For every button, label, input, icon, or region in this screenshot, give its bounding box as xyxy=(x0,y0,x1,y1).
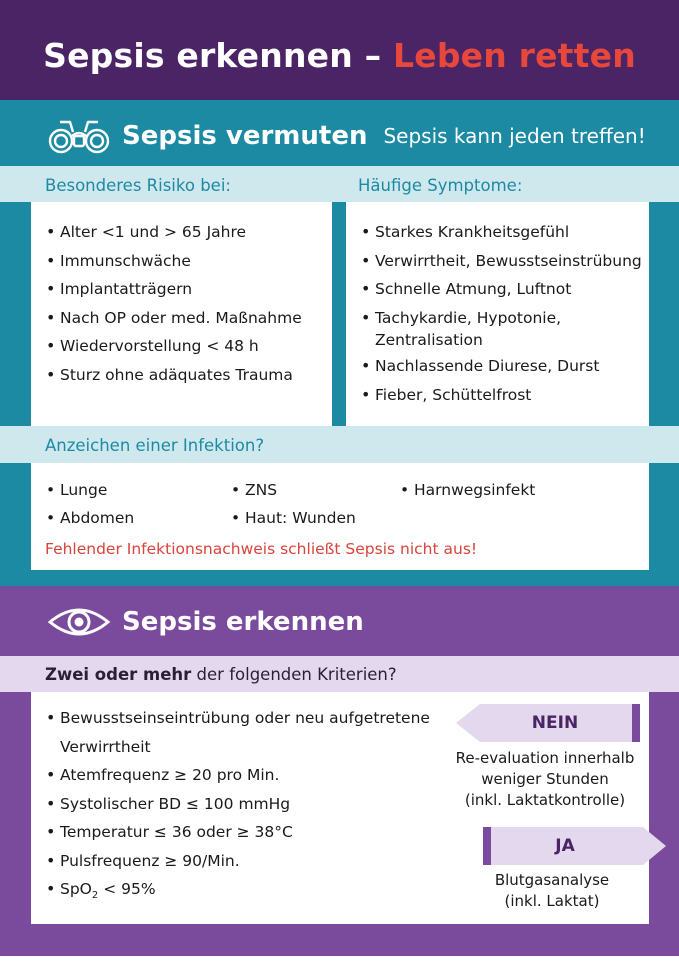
binoculars-icon xyxy=(46,116,112,156)
list-item-continuation: Zentralisation xyxy=(375,331,483,349)
risk-list xyxy=(46,218,302,389)
list-item: • Sturz ohne adäquates Trauma xyxy=(46,361,302,390)
spo2-subscript: 2 xyxy=(91,890,99,902)
infection-item: • ZNS xyxy=(231,481,277,499)
list-item: • Nach OP oder med. Maßnahme xyxy=(46,304,302,333)
infection-warning: Fehlender Infektionsnachweis schließt Sepsis nicht aus! xyxy=(45,540,478,558)
yes-action-line: (inkl. Laktat) xyxy=(504,892,600,910)
list-item: • Immunschwäche xyxy=(46,247,302,276)
list-item: • Fieber, Schüttelfrost xyxy=(361,381,642,410)
section-suspect-title: Sepsis vermuten xyxy=(122,121,368,151)
list-item: • Wiedervorstellung < 48 h xyxy=(46,332,302,361)
risk-heading: Besonderes Risiko bei: xyxy=(45,176,231,195)
list-item: • Verwirrtheit, Bewusstseinstrübung xyxy=(361,247,642,276)
column-divider xyxy=(332,202,346,426)
criteria-question xyxy=(45,665,397,684)
section-recognize-header xyxy=(46,602,364,642)
no-label: NEIN xyxy=(531,713,579,733)
list-item-text: Bewusstseinseintrübung oder neu aufgetretene xyxy=(60,709,430,727)
list-item: • Schnelle Atmung, Luftnot xyxy=(361,275,642,304)
criteria-question-rest: der folgenden Kriterien? xyxy=(196,665,397,684)
no-action-line: (inkl. Laktatkontrolle) xyxy=(464,791,626,809)
list-item: • Systolischer BD ≤ 100 mmHg xyxy=(46,790,430,819)
yes-action xyxy=(452,870,652,912)
infection-item: • Harnwegsinfekt xyxy=(400,481,535,499)
page-title xyxy=(0,36,679,75)
section-recognize-title: Sepsis erkennen xyxy=(122,607,364,637)
symptom-heading: Häufige Symptome: xyxy=(358,176,523,195)
list-item: • Alter <1 und > 65 Jahre xyxy=(46,218,302,247)
list-item-continuation: Verwirrtheit xyxy=(60,737,151,756)
infection-heading: Anzeichen einer Infektion? xyxy=(45,436,265,455)
infection-item: • Abdomen xyxy=(46,509,134,527)
criteria-question-bold: Zwei oder mehr xyxy=(45,665,192,684)
list-item xyxy=(361,304,642,353)
eye-icon xyxy=(46,602,112,642)
no-action xyxy=(440,748,650,811)
title-bar xyxy=(0,0,679,100)
list-item xyxy=(46,704,430,761)
infection-item: • Lunge xyxy=(46,481,107,499)
list-item: • Implantatträgern xyxy=(46,275,302,304)
no-action-line: Re-evaluation innerhalb xyxy=(455,749,635,767)
symptom-list xyxy=(361,218,642,409)
list-item xyxy=(46,875,430,911)
list-item: • Pulsfrequenz ≥ 90/Min. xyxy=(46,847,430,876)
criteria-list xyxy=(46,704,430,911)
list-item: • Starkes Krankheitsgefühl xyxy=(361,218,642,247)
no-action-line: weniger Stunden xyxy=(481,770,609,788)
section-suspect-header xyxy=(46,116,646,156)
yes-label: JA xyxy=(555,836,575,856)
yes-action-line: Blutgasanalyse xyxy=(494,871,610,889)
list-item-text: Tachykardie, Hypotonie, xyxy=(375,308,562,327)
title-accent: Leben retten xyxy=(393,36,636,75)
spo2-value: < 95% xyxy=(103,880,156,898)
section-suspect-subtitle: Sepsis kann jeden treffen! xyxy=(383,124,646,148)
list-item: • Nachlassende Diurese, Durst xyxy=(361,352,642,381)
spo2-label: SpO xyxy=(60,880,92,898)
title-main: Sepsis erkennen – xyxy=(43,36,382,75)
list-item: • Temperatur ≤ 36 oder ≥ 38°C xyxy=(46,818,430,847)
list-item: • Atemfrequenz ≥ 20 pro Min. xyxy=(46,761,430,790)
infection-item: • Haut: Wunden xyxy=(231,509,356,527)
